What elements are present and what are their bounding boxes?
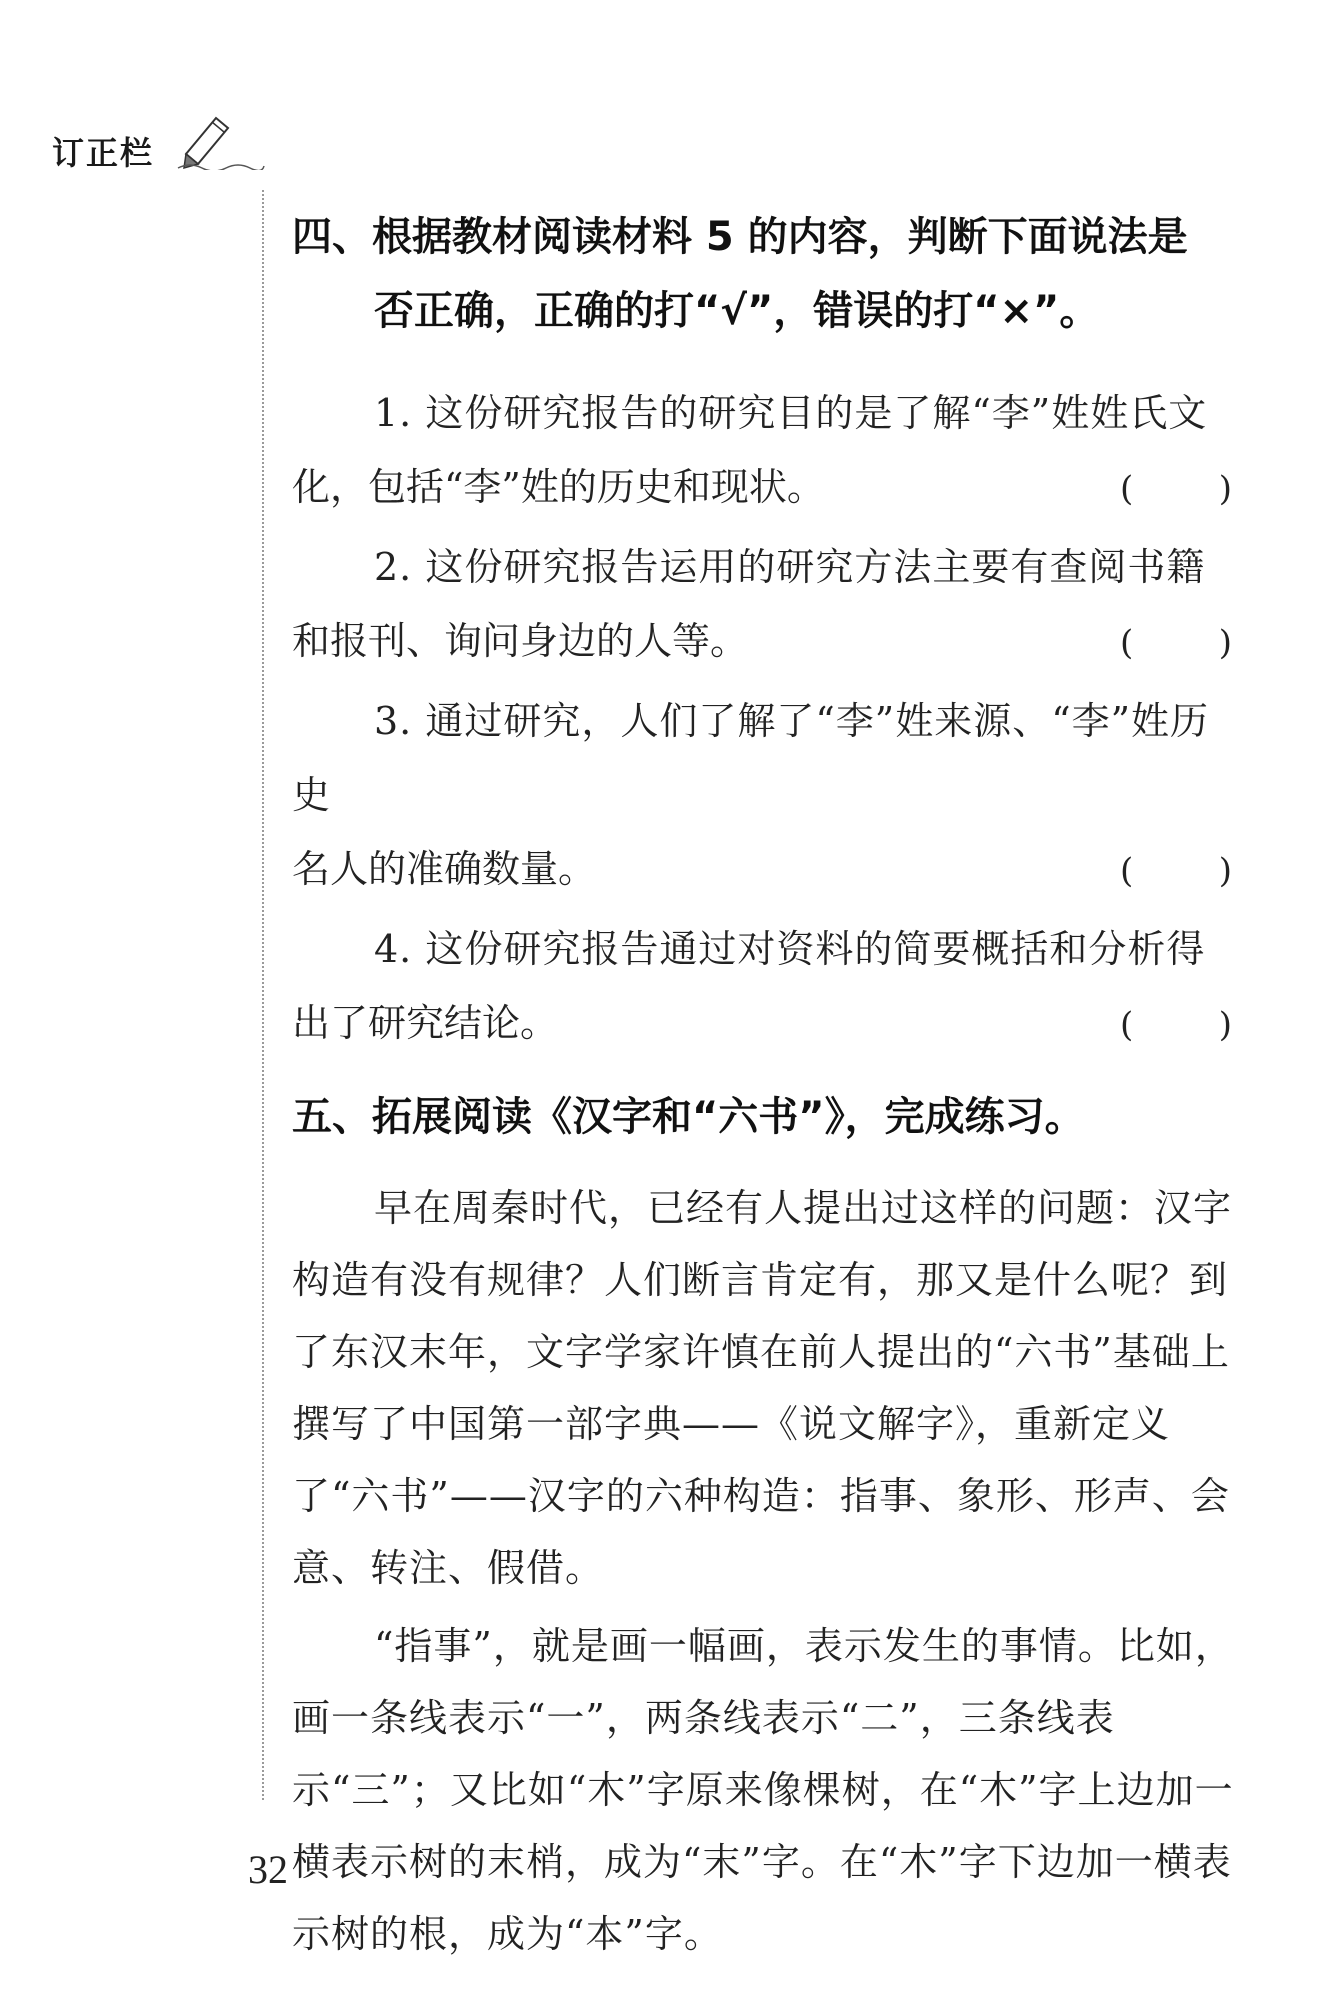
item-text-line1: 3. 通过研究，人们了解了“李”姓来源、“李”姓历史 bbox=[292, 699, 1210, 817]
item-text-line2: 出了研究结论。 bbox=[292, 1001, 559, 1045]
judgment-item-4 bbox=[292, 912, 1242, 1062]
section-5 bbox=[292, 1080, 1242, 1970]
reading-paragraph-1: 早在周秦时代，已经有人提出过这样的问题：汉字构造有没有规律？人们断言肯定有，那又是什么呢？到了东汉末年，文字学家许慎在前人提出的“六书”基础上撰写了中国第一部字典——《说文解字》，重新定义了“六书”——汉字的六种构造：指事、象形、形声、会意、转注、假借。 bbox=[292, 1186, 1233, 1590]
pencil-icon bbox=[176, 110, 266, 170]
judgment-item-1 bbox=[292, 376, 1242, 526]
paren-close: ) bbox=[1218, 623, 1232, 663]
answer-blank[interactable] bbox=[1120, 834, 1242, 908]
item-text-line1: 2. 这份研究报告运用的研究方法主要有查阅书籍 bbox=[374, 545, 1206, 589]
paren-close: ) bbox=[1218, 1005, 1232, 1045]
correction-column-label: 订正栏 bbox=[52, 134, 155, 172]
item-text-line1: 1. 这份研究报告的研究目的是了解“李”姓姓氏文 bbox=[374, 391, 1208, 435]
section-4-title-line2: 否正确，正确的打“√”，错误的打“×”。 bbox=[374, 288, 1100, 334]
item-text-line2: 和报刊、询问身边的人等。 bbox=[292, 619, 749, 663]
item-text-line2: 名人的准确数量。 bbox=[292, 847, 597, 891]
answer-blank[interactable] bbox=[1120, 452, 1242, 526]
section-4-title bbox=[292, 200, 1242, 348]
section-4-title-line1: 四、根据教材阅读材料 5 的内容，判断下面说法是 bbox=[292, 214, 1188, 260]
section-5-title: 五、拓展阅读《汉字和“六书”》，完成练习。 bbox=[292, 1094, 1085, 1140]
page-content bbox=[292, 200, 1242, 1970]
page-number: 32 bbox=[248, 1847, 288, 1892]
paren-open: ( bbox=[1120, 469, 1134, 509]
item-text-line2: 化，包括“李”姓的历史和现状。 bbox=[292, 465, 825, 509]
paren-open: ( bbox=[1120, 623, 1134, 663]
paren-close: ) bbox=[1218, 469, 1232, 509]
margin-divider bbox=[262, 190, 264, 1800]
paren-open: ( bbox=[1120, 851, 1134, 891]
paren-open: ( bbox=[1120, 1005, 1134, 1045]
answer-blank[interactable] bbox=[1120, 988, 1242, 1062]
paren-close: ) bbox=[1218, 851, 1232, 891]
judgment-item-3 bbox=[292, 684, 1242, 908]
judgment-items bbox=[292, 376, 1242, 1062]
item-text-line1: 4. 这份研究报告通过对资料的简要概括和分析得 bbox=[374, 927, 1206, 971]
judgment-item-2 bbox=[292, 530, 1242, 680]
answer-blank[interactable] bbox=[1120, 606, 1242, 680]
reading-paragraph-2: “指事”，就是画一幅画，表示发生的事情。比如，画一条线表示“一”，两条线表示“二”，三条线表示“三”；又比如“木”字原来像棵树，在“木”字上边加一横表示树的末梢，成为“末”字。在“木”字下边加一横表示树的根，成为“本”字。 bbox=[292, 1624, 1234, 1956]
